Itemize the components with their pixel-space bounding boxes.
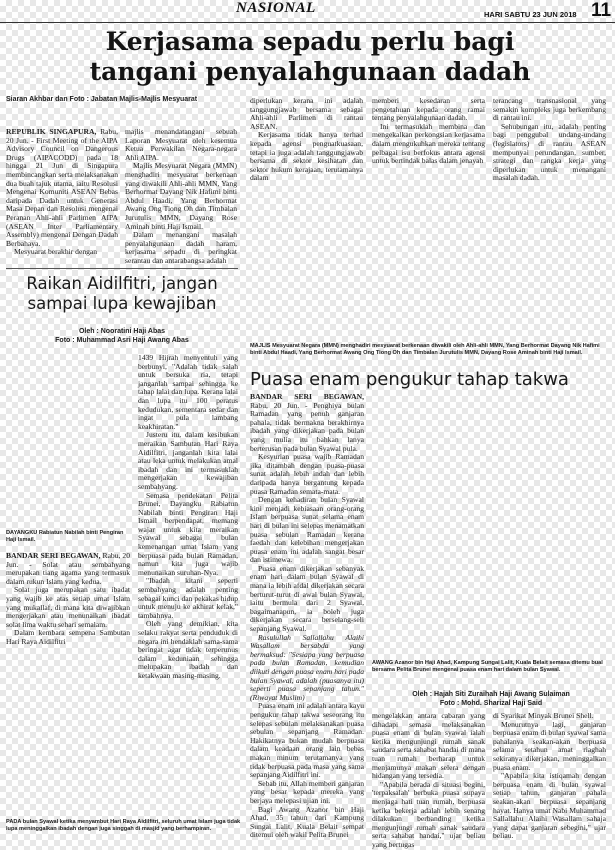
aidilfitri-col-1: BANDAR SERI BEGAWAN, Rabu, 20 Jun. - Solat atau sembahyang merupakan tiang agama yang termasuk dalam rukun Islam yang kedua. Solat juga merupakan satu ibadat yang wajib ke atas setiap umat Islam yang mukallaf, di mana kita diwajibkan mengerjakan atau menunaikan ibadat solat lima waktu sehari semalam. Dalam kembara sempena Sambutan Hari Raya Aidilfitri xyxy=(6,551,131,646)
aidilfitri-byline-writer: Oleh : Nooratini Haji Abas xyxy=(78,328,166,335)
puasa-byline-photo: Foto : Mohd. Sharizal Haji Said xyxy=(439,700,543,707)
puasa-byline xyxy=(372,690,610,708)
puasa-col-3: di Syarikat Minyak Brunei Shell. Menurutnya lagi, ganjaran berpuasa enam di bulan syawal sama pahalanya seakan-akan berpuasa selama setahun amat riaghah sekiranya dikerjakan, meninggalkan puasa enam. "Apabila kita istiqamah dengan berpuasa enam di bulan syawal setiap tahun, ganjaran pahala seakan-akan berpuasa sepanjang hayat. Hanya umat Nabi Muhammad Sallallahu Alaihi Wasallam sahaja yang dapat ganjaran sebegini," ujar beliau. xyxy=(493,711,606,841)
puasa-photo-caption: AWANG Azanor bin Haji Ahad, Kampung Sungai Lalit, Kuala Belait semasa ditemu bual bersama Pelita Brunei mengenai puasa enam hari dalam bulan Syawal. xyxy=(372,660,603,673)
main-headline-line2: tangani penyalahgunaan dadah xyxy=(89,57,531,86)
main-dateline: REPUBLIK SINGAPURA, xyxy=(6,127,97,136)
main-col2-text3: Dalam menangani masalah penyalahgunaan dadah haram, kerjasama sepadu di peringkat serantau dan antarabangsa adalah xyxy=(125,230,237,265)
section-title: NASIONAL xyxy=(236,0,316,16)
aidilfitri-top-rule xyxy=(6,268,238,269)
page-number: 11 xyxy=(591,0,612,21)
main-col2-text2: Majlis Mesyuarat Negara (MMN) menghadiri mesyuarat berkenaan yang diwakili Ahli-ahli MMN, Yang Berhormat Dayang Nik Hafimi binti Abdul Haadi, Yang Berhormat Awang Ong Tiong Oh dan Timbalan Jurutulis MMN, Dayang Rose Aminah binti Haji Ismail. xyxy=(125,161,237,231)
main-col5-text: terancang transnasional yang semakin kompleks juga berkembang di rantau ini. xyxy=(493,96,606,123)
aidilfitri-col-2: 1439 Hijrah menyentuh yang berbunyi, "Adalah tidak salah untuk bersuka ria, tetapi janganlah sampai sehingga ke tahap lalai dan lupa. Kerana lalai dan lupa itu 100 peratus kedudukan, sementara sedar dan ingat pula lambang keakhiratan." Justeru itu, dalam kesibukan meraikan Sambutan Hari Raya Aidilfitri, janganlah kita lalai atau leka untuk melakukan amal ibadah dan ini termasuklah mengerjakan kewajiban sembahyang. Semasa pendekatan Pelita Brunei, Dayangku Rabiatun Nabilah binti Pengiran Haji Ismail berpendapat, memang wajar untuk kita meraikan Syawal sebagai bulan kemenangan umat Islam yang berpuasa pada bulan Ramadan, namun kita juga wajib menunaikan suruhan-Nya. "Ibadah kitani seperti sembahyang adalah penting sebagai kunci dan pekakas hidup untuk menuju ke akhirat kelak," tambahnya. Oleh yang demikian, kita selaku rakyat serta penduduk di negara ini hendaklah sama-sama beringat agar tidak terperunus dalam keduniaan sehingga melupakan ibadah dan ketakwaan masing-masing. xyxy=(138,353,238,680)
aidilfitri-byline xyxy=(6,327,238,345)
main-col-4 xyxy=(372,97,485,166)
main-col-1 xyxy=(6,128,118,257)
main-col3-text: diperlukan kerana ini adalah tanggungjawab bersama sebagai Ahli-ahli Parlimen di rantau ASEAN. xyxy=(250,96,363,131)
puasa-col-1: BANDAR SERI BEGAWAN, Rabu, 20 Jun. - Penghiya bulan Ramadan yang penuh ganjaran pahala, tidak bermakna berakhirnya ibadah yang dikerjakan pada bulan yang mulia itu bahkan lanya berterusan pada bulan Syawal pula. Kesyurian puasa wajib Ramadan jika ditambah dengan puasa-puasa sunat adalah lebih indah dan lebih daripada hanya bergantung kepada puasa Ramadan semata-mata. Dengan kehadiran bulan Syawal kini menjadi kebiasaan orang-orang Islam berpuasa sunat selama enam hari di bulan ini selepas menamatkan puasa sebulan Ramadan kerana faedah dan kelebihan mengerjakan puasa enam ini adalah sangat besar dan istimewa. Puasa enam dikerjakan sebanyak enam hari dalam bulan Syawal di mana ia lebih afdal dikerjakan secara berturut-turut di awal bulan Syawal, iaitu bermula dari 2 Syawal, bagaimanapun, ia boleh juga dikerjakan secara berselang-seli sepanjang Syawal. Rasulullah Sallallahu Alaihi Wasallam bersabda yang bermaksud: "Sesiapa yang berpuasa pada bulan Ramadan, kemudian diikuti dengan puasa enam hari pada bulan Syawal, adalah (puasanya itu) seperti puasa sepanjang tahun." (Riwayat Muslim) Puasa enam ini adalah antara kayu pengukur tahap takwa seseorang itu selepas sebulan melaksanakan puasa sebulan sepanjang Ramadan. Hakikatnya bukan mudah berpuasa dalam keadaan orang lain bebas makan minum terutamanya yang tidak berpuasa pada masa yang sama sepanjang Aidilfitri ini. Sebab itu, Allah memberi ganjaran yang besar kepada mereka yang berjaya melepasi ujian ini. Bagi Awang Azanor bin Haji Ahad, 35 tahun dari Kampung Sungai Lalit, Kuala Belait sempat ditemui oleh wakil Pelita Brunei xyxy=(250,392,364,840)
main-col-3 xyxy=(250,97,363,183)
main-col1-text: Rabu, 20 Jun. - First Meeting of the AIPA Advisory Council on Dangerous Drugs (AIPACODD) pada 18 hingga 21 Jun di Singapura membincangkan serta melaksanakan dua buah tajuk utama, iaitu Resolusi Mengenai Komuniti ASEAN Bebas daripada Dadah untuk Generasi Masa Depan dan Resolusi mengenai Peranan Ahli-ahli Parlimen AIPA (ASEAN Inter Parliamentary Assembly) mengenai Dengan Dadah Berbahaya. xyxy=(6,127,118,248)
bottom-photo-caption: PADA bulan Syawal ketika menyambut Hari Raya Aidilfitri, seluruh umat Islam juga tidak lupa meninggalkan ibadah dengan juga singgah di masjid yang berhampiran. xyxy=(6,819,241,832)
aidilfitri-photo-caption: DAYANGKU Rabiatun Nabilah binti Pengiran Haji Ismail. xyxy=(6,530,124,543)
aidilfitri-headline xyxy=(6,274,238,314)
main-photo-caption: MAJLIS Mesyuarat Negara (MMN) menghadiri mesyuarat berkenaan diwakili oleh Ahli-ahli MMN, Yang Berhormat Dayang Nik Hafimi binti Abdul Haadi, Yang Berhormat Awang Ong Tiong Oh dan Timbalan Jurutulis MMN, Dayang Rose Aminah binti Haji Ismail. xyxy=(250,343,600,356)
main-col-5 xyxy=(493,97,606,183)
puasa-headline: Puasa enam pengukur tahap takwa xyxy=(250,369,569,390)
main-col1-text2: Mesyuarat berakhir dengan xyxy=(14,247,98,257)
main-headline-line1: Kerjasama sepadu perlu bagi xyxy=(105,27,515,56)
main-headline xyxy=(30,27,590,87)
aidilfitri-headline-line1: Raikan Aidilfitri, jangan xyxy=(26,274,218,293)
aidilfitri-headline-line2: sampai lupa kewajiban xyxy=(27,294,217,313)
puasa-col-2: mengelakkan antara cabaran yang dihadapi semasa melaksanakan puasa enam di bulan syawal ialah ketika mengunjungi rumah sanak saudara serta sahabat handai di mana tuan rumah berharap untuk menjamunya makan selera dengan hidangan yang tersedia. "Apabila berada di situasi begini, 'terpaksalah' berbuka puasa supaya menjaga hati tuan rumah, berpuasa ketika bekerja adalah lebih senang dilakukan berbanding ketika mengunjungi rumah sanak saudara serta sahabat handai," ujar beliau yang bertugas xyxy=(372,711,485,849)
main-col5-text2: Sehubungan itu, adalah penting bagi penggubal undang-undang (legislators) di rantau ASEAN mempunyai perundangan, sumber, strategi dan rangka kerja yang diperlukan untuk menangani masalah dadah. xyxy=(493,121,606,183)
issue-date: HARI SABTU 23 JUN 2018 xyxy=(484,10,577,19)
main-col3-text2: Kerjasama tidak hanya terhad kepada agensi penguatkuasaan, tetapi ia juga adalah tanggungjawab bersama di sektor kesihatan dan sektor hukum kerajaan, terutamanya dalam xyxy=(250,130,363,183)
masthead-rule xyxy=(0,22,615,23)
aidilfitri-byline-photo: Foto : Muhammad Asri Haji Awang Abas xyxy=(55,337,189,344)
main-col4-text: memberi kesedaran serta pengetahuan kepada orang ramai tentang penyalahgunaan dadah. xyxy=(372,96,485,123)
main-byline: Siaran Akhbar dan Foto : Jabatan Majlis-Majlis Mesyuarat xyxy=(6,96,198,103)
main-col-2 xyxy=(125,128,237,266)
puasa-byline-writer: Oleh : Hajah Siti Zuraihah Haji Awang Sulaiman xyxy=(412,691,570,698)
main-col2-text: majlis menandatangani sebuah Laporan Mesyuarat oleh kesemua Ketua Perwakilan Negara-negara Ahli AIPA. xyxy=(125,127,237,162)
main-col4-text2: Ini termasuklah membina dan mengekalkan perkongsian kerjasama dalam mengukuhkan mereka tentang pelbagai isu berfokus antara agensi untuk bertindak balas dalam jenayah xyxy=(372,121,485,166)
